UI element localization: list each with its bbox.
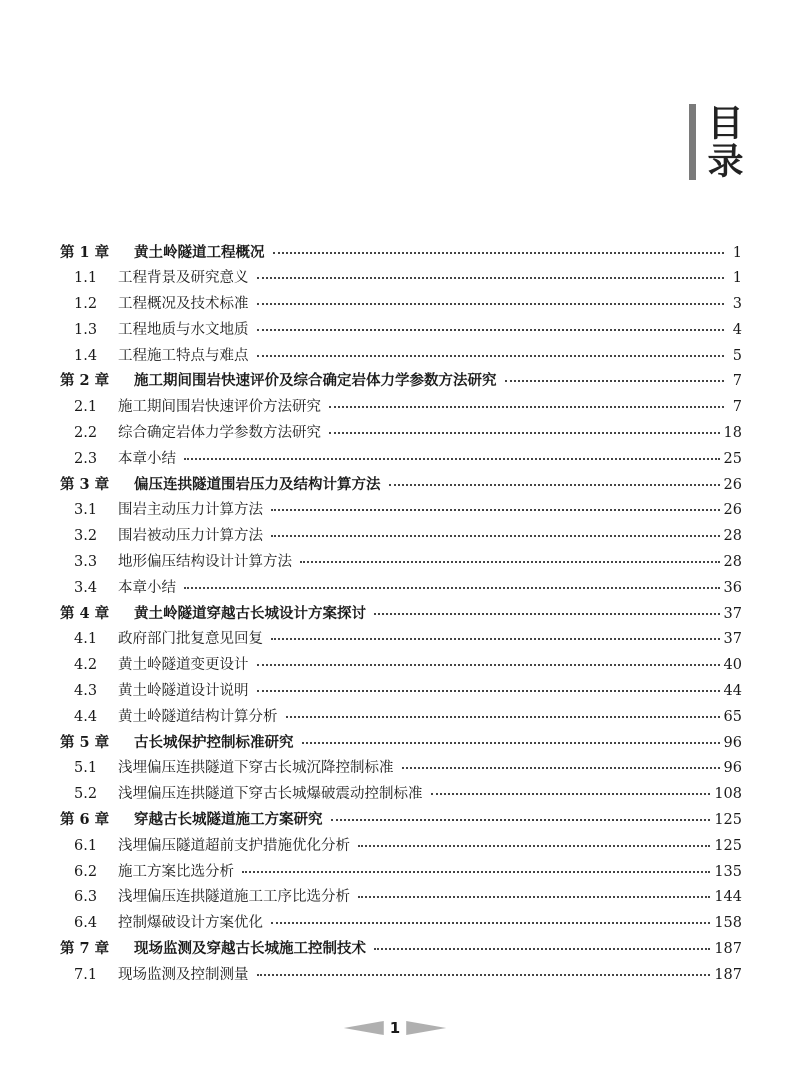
toc-entry-title: 现场监测及控制测量 [118, 966, 249, 983]
toc-leader-dots [402, 753, 720, 770]
toc-entry-title: 黄土岭隧道变更设计 [118, 657, 249, 674]
toc-entry-title: 偏压连拱隧道围岩压力及结构计算方法 [134, 475, 381, 493]
toc-entry-title: 黄土岭隧道设计说明 [118, 683, 249, 700]
left-arrow-ornament-icon [344, 1021, 384, 1035]
toc-leader-dots [257, 650, 720, 667]
toc-entry-title: 综合确定岩体力学参数方法研究 [118, 425, 321, 442]
toc-leader-dots [257, 340, 725, 357]
toc-entry-number: 3.3 [74, 554, 98, 571]
toc-entry-number: 1.3 [74, 321, 98, 338]
toc-entry-title: 浅埋偏压隧道超前支护措施优化分析 [118, 837, 350, 854]
toc-entry-title: 浅埋偏压连拱隧道下穿古长城爆破震动控制标准 [118, 786, 423, 803]
toc-entry-page: 65 [723, 708, 742, 725]
toc-entry-title: 工程地质与水文地质 [118, 321, 249, 338]
toc-entry-page: 96 [723, 760, 742, 777]
toc-entry-page: 5 [732, 347, 742, 364]
toc-entry-number: 1.1 [74, 270, 98, 287]
toc-entry-number: 第 2 章 [60, 372, 110, 390]
toc-entry-number: 3.1 [74, 502, 98, 519]
toc-entry-number: 4.3 [74, 683, 98, 700]
toc-entry-page: 3 [732, 296, 742, 313]
toc-leader-dots [242, 856, 710, 873]
toc-entry-number: 2.2 [74, 425, 98, 442]
toc-leader-dots [302, 727, 720, 744]
toc-entry-page: 26 [723, 476, 742, 493]
toc-entry-page: 36 [723, 579, 742, 596]
toc-entry-title: 本章小结 [118, 450, 176, 467]
toc-entry-title: 浅埋偏压连拱隧道施工工序比选分析 [118, 889, 350, 906]
toc-entry-title: 本章小结 [118, 579, 176, 596]
toc-entry-page: 37 [723, 605, 742, 622]
toc-entry-page: 18 [723, 425, 742, 442]
toc-entry-page: 135 [714, 863, 742, 880]
toc-entry-page: 96 [723, 734, 742, 751]
toc-entry-page: 1 [732, 270, 742, 287]
toc-leader-dots [271, 624, 720, 641]
toc-entry-title: 黄土岭隧道穿越古长城设计方案探讨 [134, 604, 366, 622]
toc-entry-number: 6.4 [74, 915, 98, 932]
toc-leader-dots [257, 959, 711, 976]
toc-entry-title: 古长城保护控制标准研究 [134, 733, 294, 751]
toc-entry-page: 26 [723, 502, 742, 519]
toc-entry-page: 28 [723, 554, 742, 571]
toc-entry-title: 现场监测及穿越古长城施工控制技术 [134, 940, 366, 958]
toc-entry-number: 7.1 [74, 966, 98, 983]
toc-entry-page: 144 [714, 889, 742, 906]
toc-entry-title: 工程背景及研究意义 [118, 270, 249, 287]
toc-leader-dots [331, 805, 711, 822]
toc-leader-dots [374, 934, 710, 951]
toc-entry-number: 第 6 章 [60, 811, 110, 829]
toc-leader-dots [389, 469, 720, 486]
toc-leader-dots [374, 598, 720, 615]
toc-entry-title: 控制爆破设计方案优化 [118, 915, 263, 932]
toc-entry-number: 1.2 [74, 296, 98, 313]
toc-entry-page: 40 [723, 657, 742, 674]
toc-entry-page: 187 [714, 941, 742, 958]
toc-entry-number: 6.3 [74, 889, 98, 906]
title-accent-bar [689, 104, 696, 180]
toc-entry-number: 第 1 章 [60, 243, 110, 261]
toc-leader-dots [505, 366, 725, 383]
page-number: 1 [389, 1019, 401, 1037]
toc-entry-page: 125 [714, 812, 742, 829]
toc-entry-title: 黄土岭隧道工程概况 [134, 243, 265, 261]
toc-entry-page: 158 [714, 915, 742, 932]
toc-entry-number: 5.2 [74, 786, 98, 803]
toc-leader-dots [257, 263, 725, 280]
toc-entry-number: 3.2 [74, 528, 98, 545]
right-arrow-ornament-icon [406, 1021, 446, 1035]
toc-entry-page: 25 [723, 450, 742, 467]
toc-entry-title: 施工期间围岩快速评价方法研究 [118, 399, 321, 416]
toc-entry-title: 黄土岭隧道结构计算分析 [118, 708, 278, 725]
toc-entry-title: 工程施工特点与难点 [118, 347, 249, 364]
toc-entry-number: 6.1 [74, 837, 98, 854]
toc-leader-dots [257, 289, 725, 306]
toc-section-entry[interactable] [60, 962, 742, 988]
toc-entry-number: 2.1 [74, 399, 98, 416]
toc-entry-number: 4.4 [74, 708, 98, 725]
toc-entry-title: 施工期间围岩快速评价及综合确定岩体力学参数方法研究 [134, 372, 497, 390]
toc-entry-number: 6.2 [74, 863, 98, 880]
toc-entry-number: 4.1 [74, 631, 98, 648]
toc-leader-dots [257, 676, 720, 693]
page-footer [0, 1019, 790, 1037]
toc-leader-dots [271, 521, 720, 538]
toc-leader-dots [271, 495, 720, 512]
toc-leader-dots [271, 908, 710, 925]
toc-entry-number: 第 5 章 [60, 733, 110, 751]
toc-entry-number: 2.3 [74, 450, 98, 467]
toc-entry-title: 围岩被动压力计算方法 [118, 528, 263, 545]
toc-entry-number: 第 7 章 [60, 940, 110, 958]
toc-entry-title: 浅埋偏压连拱隧道下穿古长城沉降控制标准 [118, 760, 394, 777]
toc-entry-title: 围岩主动压力计算方法 [118, 502, 263, 519]
toc-entry-number: 3.4 [74, 579, 98, 596]
toc-entry-title: 政府部门批复意见回复 [118, 631, 263, 648]
toc-entry-page: 1 [732, 244, 742, 261]
toc-leader-dots [329, 392, 724, 409]
toc-leader-dots [273, 237, 725, 254]
toc-entry-page: 7 [732, 399, 742, 416]
toc-leader-dots [286, 701, 720, 718]
toc-leader-dots [184, 443, 720, 460]
toc-entry-number: 第 4 章 [60, 604, 110, 622]
toc-entry-title: 工程概况及技术标准 [118, 296, 249, 313]
toc-entry-number: 第 3 章 [60, 475, 110, 493]
toc-entry-page: 37 [723, 631, 742, 648]
toc-leader-dots [431, 779, 711, 796]
title-block [689, 104, 742, 180]
toc-leader-dots [358, 882, 710, 899]
toc-entry-page: 44 [723, 683, 742, 700]
toc-entry-page: 187 [714, 966, 742, 983]
toc-entry-number: 4.2 [74, 657, 98, 674]
toc-leader-dots [358, 830, 710, 847]
table-of-contents [60, 240, 742, 988]
toc-entry-number: 5.1 [74, 760, 98, 777]
toc-entry-page: 4 [732, 321, 742, 338]
toc-leader-dots [329, 418, 720, 435]
toc-entry-title: 穿越古长城隧道施工方案研究 [134, 811, 323, 829]
toc-entry-title: 施工方案比选分析 [118, 863, 234, 880]
toc-entry-page: 7 [732, 373, 742, 390]
toc-leader-dots [300, 547, 720, 564]
toc-entry-page: 125 [714, 837, 742, 854]
toc-leader-dots [184, 572, 720, 589]
toc-entry-number: 1.4 [74, 347, 98, 364]
toc-entry-page: 28 [723, 528, 742, 545]
toc-entry-title: 地形偏压结构设计计算方法 [118, 554, 292, 571]
toc-entry-page: 108 [714, 786, 742, 803]
page-title: 目录 [702, 104, 743, 180]
toc-leader-dots [257, 314, 725, 331]
